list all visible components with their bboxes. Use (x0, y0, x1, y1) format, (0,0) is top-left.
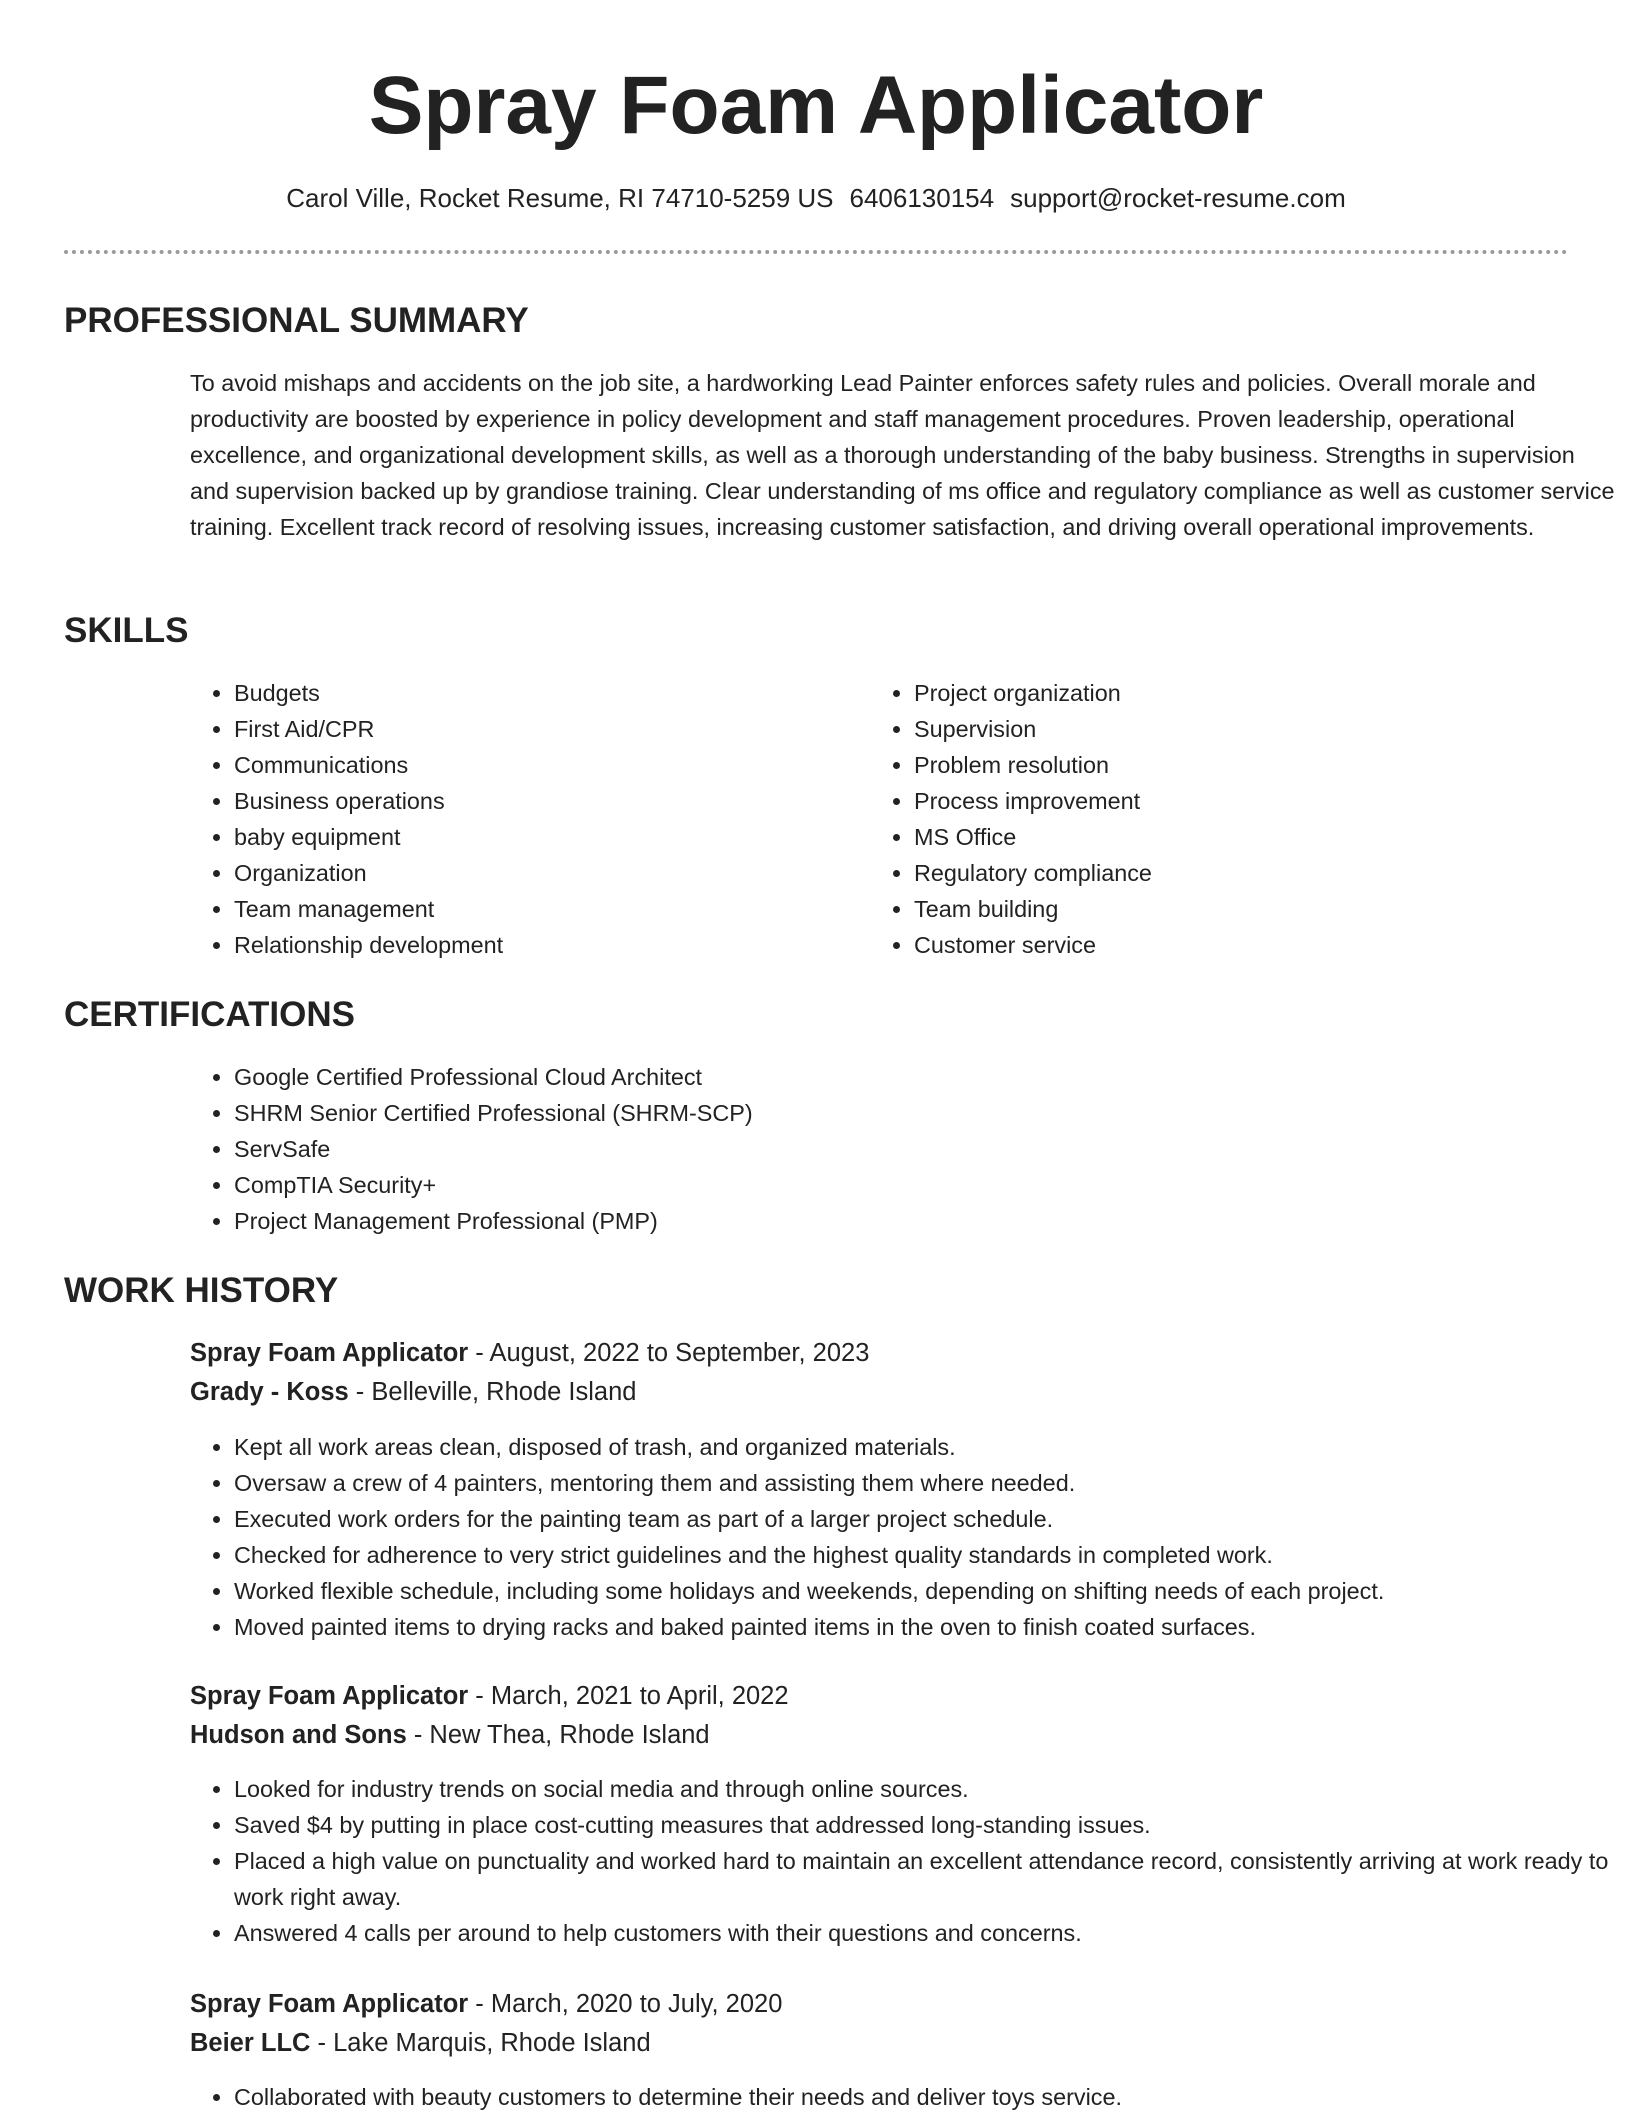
certification-item: • CompTIA Security+ (234, 1167, 1534, 1203)
job-location: - Belleville, Rhode Island (348, 1378, 637, 1406)
job-bullets (190, 2079, 1632, 2115)
job-bullets (190, 1771, 1632, 1951)
skill-item: • Project organization (914, 675, 1514, 711)
skill-item: • Budgets (234, 675, 834, 711)
job-bullet: • Kept all work areas clean, disposed of trash, and organized materials. (234, 1429, 1632, 1465)
skill-item: • Team management (234, 891, 834, 927)
job-location: - New Thea, Rhode Island (406, 1721, 710, 1749)
job-dates: - August, 2022 to September, 2023 (468, 1339, 870, 1367)
job-company: Grady - Koss (190, 1378, 349, 1406)
job-dates: - March, 2021 to April, 2022 (468, 1682, 789, 1710)
job-bullet: • Looked for industry trends on social media and through online sources. (234, 1771, 1632, 1807)
job-role: Spray Foam Applicator (190, 1339, 469, 1367)
header-divider (64, 250, 1568, 254)
job-bullet: • Placed a high value on punctuality and worked hard to maintain an excellent attendance record, consistently arriving at work ready to work right away. (234, 1843, 1632, 1915)
job-company-line (190, 2024, 651, 2062)
job-title-line (190, 1985, 782, 2023)
job-bullets (190, 1429, 1632, 1645)
certification-item: • SHRM Senior Certified Professional (SHRM-SCP) (234, 1095, 1534, 1131)
skill-item: • Team building (914, 891, 1514, 927)
job-role: Spray Foam Applicator (190, 1990, 469, 2018)
job-bullet: • Saved $4 by putting in place cost-cutting measures that addressed long-standing issues. (234, 1807, 1632, 1843)
resume-name: Spray Foam Applicator (368, 60, 1264, 151)
skill-item: • Relationship development (234, 927, 834, 963)
job-bullet: • Checked for adherence to very strict guidelines and the highest quality standards in completed work. (234, 1537, 1632, 1573)
skills-list-right (870, 675, 1514, 963)
work-history-heading: WORK HISTORY (64, 1271, 339, 1310)
job-bullet: • Oversaw a crew of 4 painters, mentoring them and assisting them where needed. (234, 1465, 1632, 1501)
job-dates: - March, 2020 to July, 2020 (468, 1990, 783, 2018)
certifications-list (190, 1059, 1534, 1239)
job-title-line (190, 1677, 789, 1715)
skill-item: • First Aid/CPR (234, 711, 834, 747)
job-bullet: • Answered 4 calls per around to help customers with their questions and concerns. (234, 1915, 1632, 1951)
contact-address: Carol Ville, Rocket Resume, RI 74710-5259 US (286, 183, 834, 213)
skill-item: • Communications (234, 747, 834, 783)
job-bullet: • Worked flexible schedule, including some holidays and weekends, depending on shifting needs of each project. (234, 1573, 1632, 1609)
certification-item: • Project Management Professional (PMP) (234, 1203, 1534, 1239)
contact-line (64, 181, 1568, 215)
job-role: Spray Foam Applicator (190, 1682, 469, 1710)
skill-item: • Business operations (234, 783, 834, 819)
job-location: - Lake Marquis, Rhode Island (310, 2029, 651, 2057)
skills-list-left (190, 675, 834, 963)
certification-item: • ServSafe (234, 1131, 1534, 1167)
skill-item: • Supervision (914, 711, 1514, 747)
skill-item: • Problem resolution (914, 747, 1514, 783)
job-company-line (190, 1373, 636, 1411)
certifications-heading: CERTIFICATIONS (64, 995, 356, 1034)
certification-item: • Google Certified Professional Cloud Architect (234, 1059, 1534, 1095)
job-bullet: • Executed work orders for the painting team as part of a larger project schedule. (234, 1501, 1632, 1537)
skill-item: • baby equipment (234, 819, 834, 855)
job-bullet: • Collaborated with beauty customers to determine their needs and deliver toys service. (234, 2079, 1632, 2115)
summary-text: To avoid mishaps and accidents on the job site, a hardworking Lead Painter enforces safety rules and policies. Overall morale and productivity are boosted by experience in policy development and staff management procedures. Proven leadership, operational excellence, and organizational development skills, as well as a thorough understanding of the baby business. Strengths in supervision and supervision backed up by grandiose training. Clear understanding of ms office and regulatory compliance as well as customer service training. Excellent track record of resolving issues, increasing customer satisfaction, and driving overall operational improvements. (190, 370, 1615, 540)
contact-phone: 6406130154 (849, 183, 995, 213)
job-company: Hudson and Sons (190, 1721, 407, 1749)
job-company-line (190, 1716, 710, 1754)
skill-item: • MS Office (914, 819, 1514, 855)
job-title-line (190, 1334, 869, 1372)
job-bullet: • Moved painted items to drying racks and baked painted items in the oven to finish coated surfaces. (234, 1609, 1632, 1645)
job-company: Beier LLC (190, 2029, 311, 2057)
summary-heading: PROFESSIONAL SUMMARY (64, 301, 529, 340)
contact-email: support@rocket-resume.com (1010, 183, 1346, 213)
skill-item: • Customer service (914, 927, 1514, 963)
skill-item: • Regulatory compliance (914, 855, 1514, 891)
skill-item: • Process improvement (914, 783, 1514, 819)
skills-heading: SKILLS (64, 611, 189, 650)
skill-item: • Organization (234, 855, 834, 891)
